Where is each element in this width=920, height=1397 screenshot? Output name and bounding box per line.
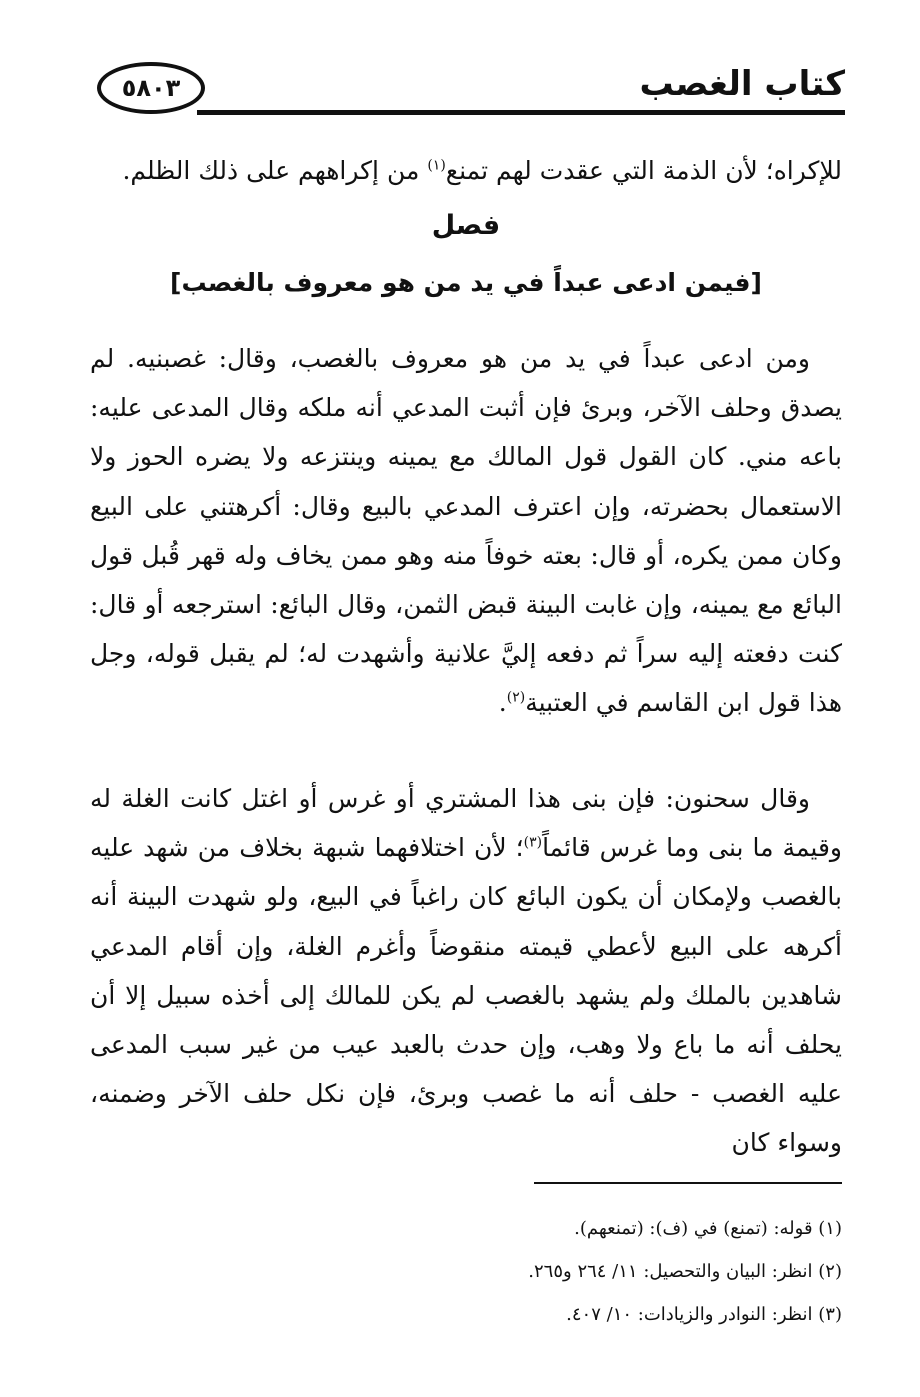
section-label: فصل — [431, 210, 501, 241]
continuation-end: من إكراههم على ذلك الظلم. — [122, 156, 428, 185]
footnote-ref-3: (٣) — [523, 834, 543, 851]
paragraph-2-text-b: ؛ لأن اختلافهما شبهة بخلاف من شهد عليه بالغصب ولإمكان أن يكون البائع كان راغباً في البيع، ولو شهدت البينة أنه أكرهه على البيع لأعطي قيمته منقوضاً وأغرم الغلة، وإن أقام المدعي شاهدين بالملك ولم يشهد بالغصب لم يكن للمالك إلى أخذه سبيل إلا أن يحلف أنه ما باع ولا وهب، وإن حدث بالعبد عيب من غير سبب المدعى عليه الغصب - حلف أنه ما غصب وبرئ، فإن نكل حلف الآخر وضمنه، وسواء كان — [90, 833, 842, 1158]
page-number-badge — [97, 62, 205, 114]
page-header — [97, 58, 845, 120]
page-number: ٥٨٠٣ — [121, 74, 181, 102]
footnote-ref-1: (١) — [427, 157, 446, 174]
continuation-text: للإكراه؛ لأن الذمة التي عقدت لهم تمنع — [445, 156, 842, 185]
book-title: كتاب الغصب — [639, 64, 845, 104]
footnote-2: (٢) انظر: البيان والتحصيل: ١١/ ٢٦٤ و٢٦٥. — [528, 1261, 842, 1282]
section-title: [فيمن ادعى عبداً في يد من هو معروف بالغصب] — [170, 268, 762, 297]
footnote-3: (٣) انظر: النوادر والزيادات: ١٠/ ٤٠٧. — [566, 1304, 842, 1325]
footnote-1: (١) قوله: (تمنع) في (ف): (تمنعهم). — [574, 1218, 842, 1239]
footnote-separator — [534, 1182, 842, 1184]
paragraph-1-text: ومن ادعى عبداً في يد من هو معروف بالغصب، وقال: غصبنيه. لم يصدق وحلف الآخر، وبرئ فإن أثبت المدعي أنه ملكه وقال المدعى عليه: باعه مني. كان القول قول المالك مع يمينه وينتزعه ولا يضره الحوز ولا الاستعمال بحضرته، وإن اعترف المدعي بالبيع وقال: أكرهتني على البيع وكان ممن يكره، أو قال: بعته خوفاً منه وهو ممن يخاف وله قهر قُبل قول البائع مع يمينه، وإن غابت البينة قبض الثمن، وقال البائع: استرجعه أو قال: كنت دفعته إليه سراً ثم دفعه إليَّ علانية وأشهدت له؛ لم يقبل قوله، وجل هذا قول ابن القاسم في العتبية — [90, 344, 842, 718]
paragraph-1-end: . — [498, 688, 507, 718]
paragraph-2-text-a: وقال سحنون: فإن بنى هذا المشتري أو غرس أو اغتل كانت الغلة له وقيمة ما بنى وما غرس قائماً — [90, 784, 842, 863]
paragraph-2 — [90, 774, 842, 1168]
continuation-line — [90, 146, 842, 195]
footnote-ref-2: (٢) — [506, 690, 526, 707]
header-rule — [197, 110, 845, 115]
paragraph-1 — [90, 334, 842, 728]
footnotes — [90, 1207, 842, 1336]
